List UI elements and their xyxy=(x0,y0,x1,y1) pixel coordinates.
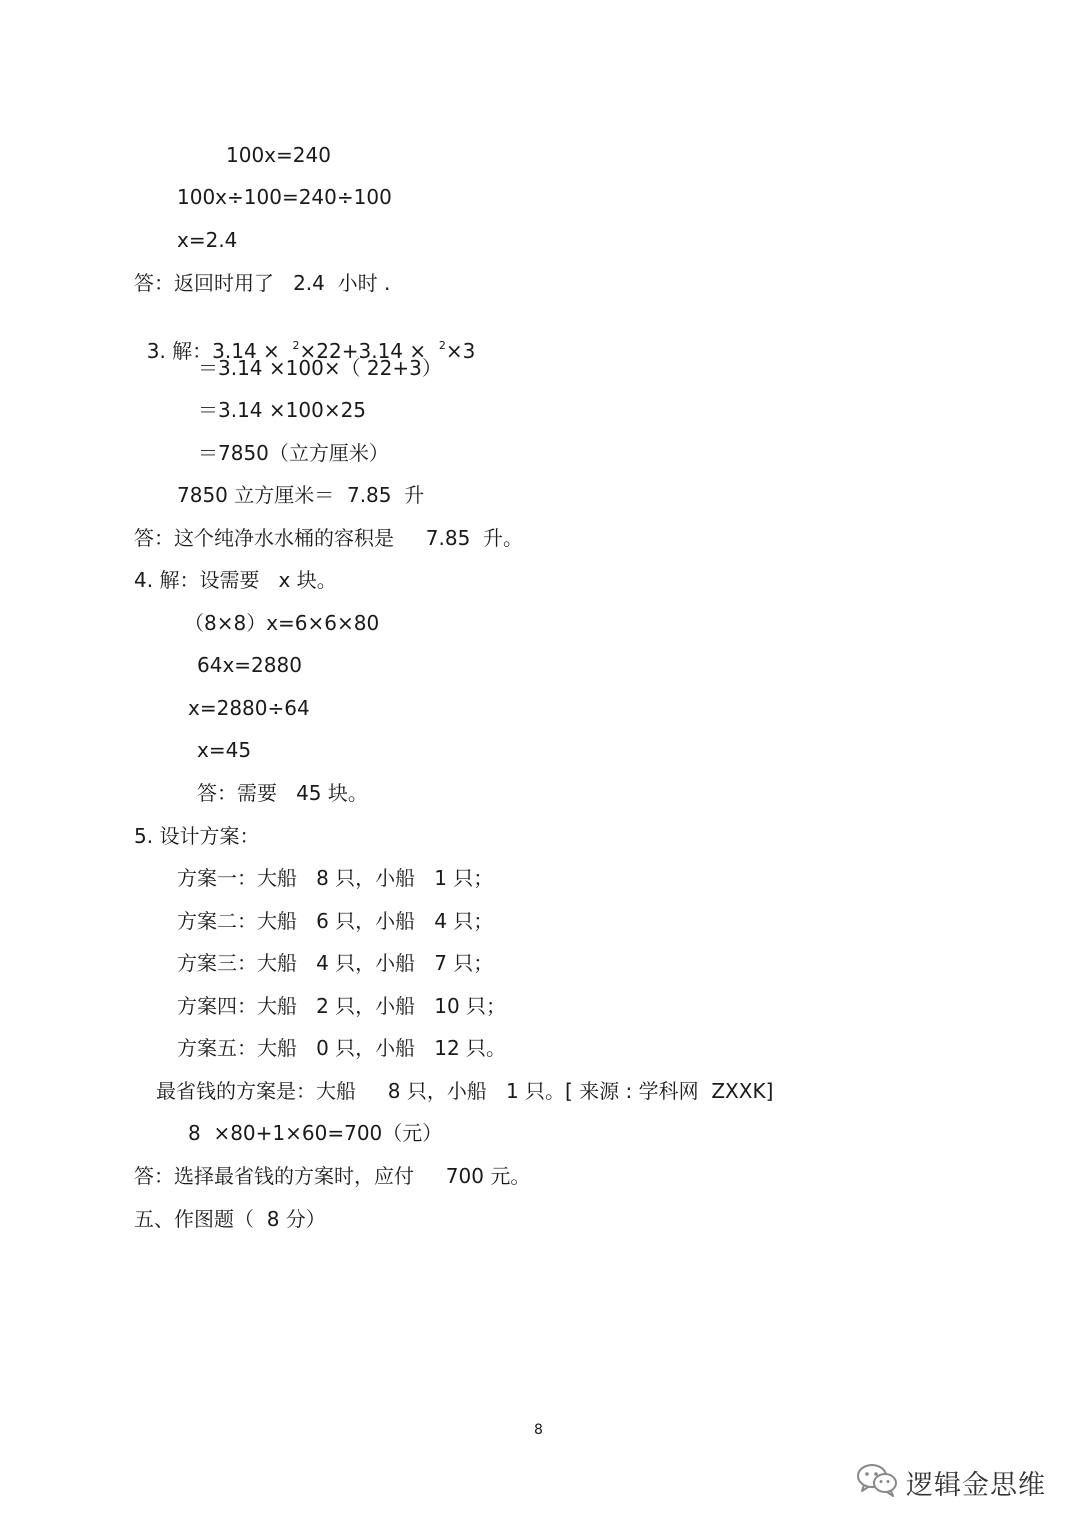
superscript: 2 xyxy=(438,339,446,352)
page-number: 8 xyxy=(534,1422,543,1438)
plan-line: 方案五：大船 0 只，小船 12 只。 xyxy=(177,1036,507,1060)
answer-line: 答：选择最省钱的方案时，应付 700 元。 xyxy=(134,1164,531,1188)
watermark-text: 逻辑金思维 xyxy=(906,1469,1046,1501)
equation-line: 8 ×80+1×60=700（元） xyxy=(188,1121,443,1145)
equation-line: x=2880÷64 xyxy=(188,696,310,720)
wechat-icon xyxy=(856,1462,898,1502)
superscript: 2 xyxy=(292,339,300,352)
plan-line: 方案二：大船 6 只，小船 4 只； xyxy=(177,909,494,933)
equation-line: （8×8）x=6×6×80 xyxy=(184,611,380,635)
section-heading: 五、作图题（ 8 分） xyxy=(134,1207,326,1231)
equation-line: x=2.4 xyxy=(177,228,238,252)
problem-4-heading: 4. 解：设需要 x 块。 xyxy=(134,568,337,592)
problem-5-heading: 5. 设计方案： xyxy=(134,824,260,848)
equation-line: ＝7850（立方厘米） xyxy=(198,441,389,465)
equation-line: ＝3.14 ×100×（ 22+3） xyxy=(198,356,442,380)
answer-line: 答：需要 45 块。 xyxy=(197,781,368,805)
equation-line: ＝3.14 ×100×25 xyxy=(198,398,367,422)
answer-line: 答：返回时用了 2.4 小时 . xyxy=(134,271,391,295)
equation-line: 100x=240 xyxy=(226,143,331,167)
equation-line: 100x÷100=240÷100 xyxy=(177,185,392,209)
watermark xyxy=(856,1462,1046,1502)
equation-line: 64x=2880 xyxy=(197,653,302,677)
plan-line: 方案三：大船 4 只，小船 7 只； xyxy=(177,951,494,975)
text-segment: ×22+3.14 × xyxy=(299,339,439,363)
equation-line: x=45 xyxy=(197,738,252,762)
cheapest-plan-line: 最省钱的方案是：大船 8 只，小船 1 只。[ 来源 : 学科网 ZXXK] xyxy=(156,1079,774,1103)
text-segment: 3. 解：3.14 × xyxy=(146,339,293,363)
plan-line: 方案一：大船 8 只，小船 1 只； xyxy=(177,866,494,890)
plan-line: 方案四：大船 2 只，小船 10 只； xyxy=(177,994,507,1018)
equation-line: 7850 立方厘米＝ 7.85 升 xyxy=(177,483,425,507)
answer-line: 答：这个纯净水水桶的容积是 7.85 升。 xyxy=(134,526,524,550)
text-segment: ×3 xyxy=(445,339,476,363)
